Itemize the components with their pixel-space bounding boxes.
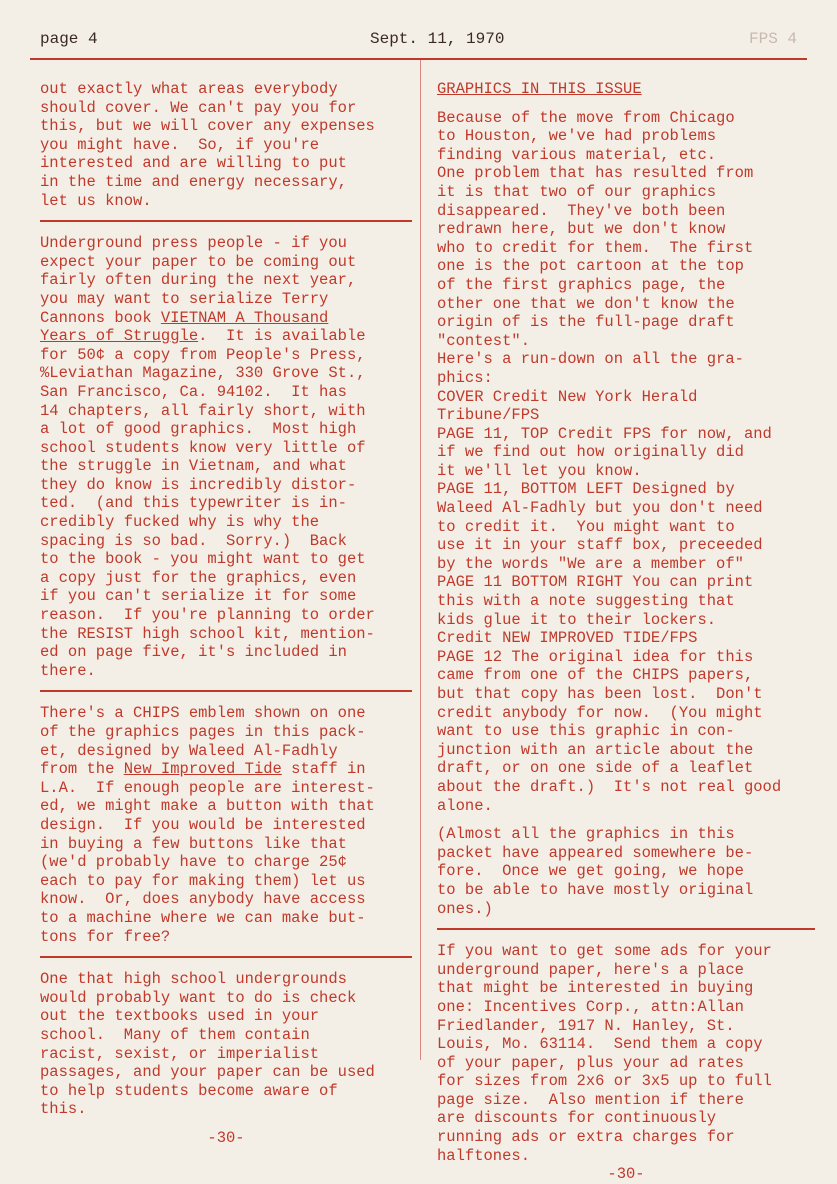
graphics-heading: GRAPHICS IN THIS ISSUE xyxy=(437,80,642,98)
right-paragraph-ads: If you want to get some ads for your underground paper, here's a place that might be interested in buying one: Incentives Corp., attn:Allan Friedlander, 1917 N. Hanley, St. Louis, Mo. 63114. Send them a copy of your paper, plus your ad rates for sizes from 2x6 or 3x5 up to full page size. Also mention if there are discounts for continuously running ads or extra charges for halftones. xyxy=(437,942,772,1165)
right-paragraph-missing-graphics: Because of the move from Chicago to Houston, we've had problems finding various material, etc. One problem that has resulted from it is that two of our graphics disappeared. They've both been redrawn here, but we don't know who to credit for them. The first one is the pot cartoon at the top of the first graphics page, the other one that we don't know the origin of is the full-page draft "contest". xyxy=(437,108,754,350)
right-column xyxy=(437,80,815,1184)
left-paragraph-staff-call: out exactly what areas everybody should cover. We can't pay you for this, but we will cover any expenses you might have. So, if you're interested and are willing to put in the time and energy necessary, let us know. xyxy=(40,80,375,210)
chips-text-a: There's a CHIPS emblem shown on one of the graphics pages in this pack- et, designed by Waleed Al-Fadhly from the xyxy=(40,704,366,779)
header-corner-text: FPS 4 xyxy=(748,30,797,48)
column-divider xyxy=(420,60,421,1060)
right-paragraph-original: (Almost all the graphics in this packet have appeared somewhere be- fore. Once we get going, we hope to be able to have mostly original ones.) xyxy=(437,825,754,918)
chips-text-b: staff in L.A. If enough people are interest- ed, we might make a button with that design. If you would be interested in buying a few buttons like that (we'd probably have to charge 25¢ each to pay for making them) let us know. Or, does anybody have access to a machine where we can make but- tons for free? xyxy=(40,760,375,946)
page-date: Sept. 11, 1970 xyxy=(370,30,505,48)
section-rule xyxy=(40,690,412,692)
header-rule xyxy=(30,58,807,60)
left-paragraph-vietnam-book xyxy=(40,234,412,680)
left-paragraph-textbooks: One that high school undergrounds would probably want to do is check out the textbooks used in your school. Many of them contain racist, sexist, or imperialist passages, and your paper can be used to help students become aware of this. xyxy=(40,970,375,1119)
right-page-number: -30- xyxy=(607,1165,645,1184)
new-improved-tide-title: New Improved Tide xyxy=(123,760,282,779)
vietnam-text-a: Underground press people - if you expect your paper to be coming out fairly often during the next year, you may want to serialize Terry Cannons book xyxy=(40,234,357,327)
page-label: page 4 xyxy=(40,30,98,48)
left-paragraph-chips-emblem xyxy=(40,704,412,946)
left-column xyxy=(40,80,412,1147)
vietnam-text-b: . It is available for 50¢ a copy from People's Press, %Leviathan Magazine, 330 Grove St., San Francisco, Ca. 94102. It has 14 chapters, all fairly short, with a lot of good graphics. Most high school students know very little of the struggle in Vietnam, and what they do know is incredibly distor- ted. (and this typewriter is in- credibly fucked why is why the spacing is so bad. Sorry.) Back to the book - you might want to get a copy just for the graphics, even if you can't serialize it for some reason. If you're planning to order the RESIST high school kit, mention- ed on page five, it's included in there. xyxy=(40,327,375,680)
vietnam-book-title: VIETNAM A Thousand Years of Struggle xyxy=(40,308,329,346)
page-header xyxy=(40,30,797,54)
section-rule xyxy=(40,956,412,958)
left-page-number: -30- xyxy=(207,1128,245,1147)
right-paragraph-rundown: Here's a run-down on all the gra- phics: COVER Credit New York Herald Tribune/FPS PAGE 11, TOP Credit FPS for now, and if we find out how originally did it we'll let you know. PAGE 11, BOTTOM LEFT Designed by Waleed Al-Fadhly but you don't need to credit it. You might want to use it in your staff box, preceeded by the words "We are a member of" PAGE 11 BOTTOM RIGHT You can print this with a note suggesting that kids glue it to their lockers. Credit NEW IMPROVED TIDE/FPS PAGE 12 The original idea for this came from one of the CHIPS papers, but that copy has been lost. Don't credit anybody for now. (You might want to use this graphic in con- junction with an article about the draft, or on one side of a leaflet about the draft.) It's not real good alone. xyxy=(437,350,782,815)
section-rule xyxy=(437,928,815,930)
section-rule xyxy=(40,220,412,222)
